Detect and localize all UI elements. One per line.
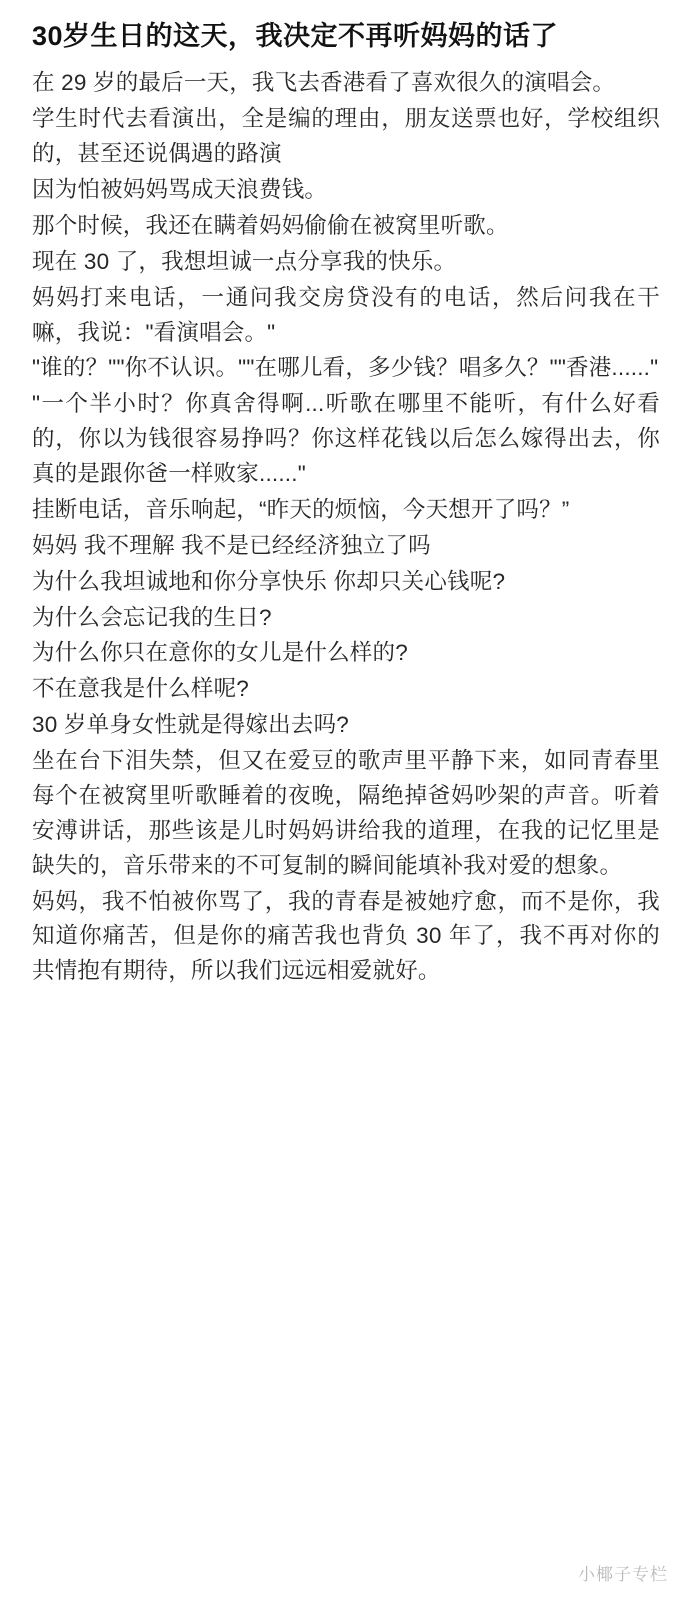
paragraph: 妈妈，我不怕被你骂了，我的青春是被她疗愈，而不是你，我知道你痛苦，但是你的痛苦我也背负 30 年了，我不再对你的共情抱有期待，所以我们远远相爱就好。: [32, 888, 660, 984]
paragraph: 现在 30 了，我想坦诚一点分享我的快乐。: [32, 248, 457, 274]
page-title: 30岁生日的这天，我决定不再听妈妈的话了: [32, 21, 559, 51]
paragraph: 挂断电话，音乐响起，“昨天的烦恼，今天想开了吗？”: [32, 496, 570, 522]
paragraph: 30 岁单身女性就是得嫁出去吗?: [32, 712, 349, 738]
paragraph: 在 29 岁的最后一天，我飞去香港看了喜欢很久的演唱会。: [32, 70, 616, 96]
paragraph: 妈妈打来电话，一通问我交房贷没有的电话，然后问我在干嘛，我说："看演唱会。": [32, 284, 660, 345]
paragraph: 为什么会忘记我的生日?: [32, 604, 272, 630]
paragraph: 坐在台下泪失禁，但又在爱豆的歌声里平静下来，如同青春里每个在被窝里听歌睡着的夜晚，隔绝掉爸妈吵架的声音。听着安溥讲话，那些该是儿时妈妈讲给我的道理，在我的记忆里是缺失的，音乐带来的不可复制的瞬间能填补我对爱的想象。: [32, 748, 660, 878]
paragraph: 那个时候，我还在瞒着妈妈偷偷在被窝里听歌。: [32, 212, 509, 238]
paragraph: "一个半小时？你真舍得啊...听歌在哪里不能听，有什么好看的，你以为钱很容易挣吗？你这样花钱以后怎么嫁得出去，你真的是跟你爸一样败家......": [32, 391, 660, 487]
paragraph: "谁的？""你不认识。""在哪儿看，多少钱？唱多久？""香港......": [32, 355, 659, 381]
paragraph: 因为怕被妈妈骂成天浪费钱。: [32, 177, 328, 203]
paragraph: 为什么我坦诚地和你分享快乐 你却只关心钱呢?: [32, 568, 506, 594]
paragraph: 不在意我是什么样呢?: [32, 676, 250, 702]
watermark: 小椰子专栏: [578, 1565, 668, 1584]
paragraph: 为什么你只在意你的女儿是什么样的?: [32, 640, 408, 666]
paragraph: 妈妈 我不理解 我不是已经经济独立了吗: [32, 532, 431, 558]
paragraph: 学生时代去看演出，全是编的理由，朋友送票也好，学校组织的，甚至还说偶遇的路演: [32, 106, 660, 167]
article-body: [32, 66, 660, 989]
